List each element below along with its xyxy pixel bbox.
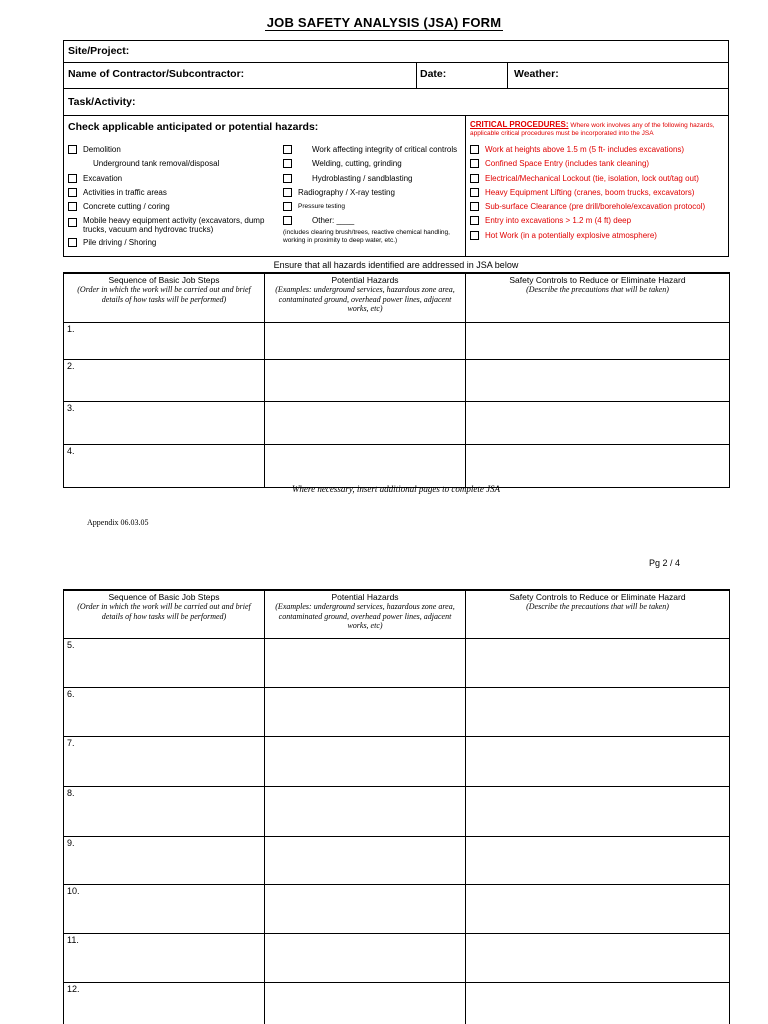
hazard-cell[interactable]: [265, 836, 466, 884]
control-cell[interactable]: [466, 687, 730, 736]
appendix-ref: Appendix 06.03.05: [87, 518, 149, 527]
control-cell[interactable]: [466, 638, 730, 687]
ensure-note: Ensure that all hazards identified are addressed in JSA below: [273, 260, 519, 270]
critical-work-at-heights[interactable]: Work at heights above 1.5 m (5 ft- includes excavations): [470, 143, 728, 157]
table-row: [64, 401, 730, 444]
critical-procedures-header: [470, 121, 725, 138]
critical-excavation-entry[interactable]: Entry into excavations > 1.2 m (4 ft) deep: [470, 214, 728, 228]
site-project-field[interactable]: [63, 40, 729, 63]
critical-procedures-title: CRITICAL PROCEDURES:: [470, 120, 569, 129]
hazard-list-col1: [68, 143, 273, 251]
step-cell[interactable]: 7.: [64, 736, 265, 786]
weather-label: Weather:: [514, 68, 559, 80]
critical-procedures-desc: Where work involves any of the following hazards, applicable critical procedures must be incorporated into the JSA: [470, 122, 715, 137]
hazard-cell[interactable]: [265, 322, 466, 359]
checkbox[interactable]: [470, 145, 479, 154]
step-cell[interactable]: 8.: [64, 786, 265, 836]
checkbox[interactable]: [470, 174, 479, 183]
hazard-demolition[interactable]: Demolition: [68, 143, 273, 157]
control-cell[interactable]: [466, 736, 730, 786]
jsa-table-page2: [63, 589, 730, 1024]
hazard-cell[interactable]: [265, 736, 466, 786]
hazard-other-note: (includes clearing brush/trees, reactive chemical handling, working in proximity to deep water, etc.): [283, 228, 450, 244]
step-cell[interactable]: 6.: [64, 687, 265, 736]
checkbox[interactable]: [470, 188, 479, 197]
table-row: [64, 687, 730, 736]
jsa-table-page1: [63, 272, 730, 488]
step-cell[interactable]: 12.: [64, 982, 265, 1024]
checkbox[interactable]: [470, 231, 479, 240]
critical-heavy-lifting[interactable]: Heavy Equipment Lifting (cranes, boom trucks, excavators): [470, 186, 728, 200]
contractor-label: Name of Contractor/Subcontractor:: [68, 68, 245, 80]
hazard-tank-removal[interactable]: Underground tank removal/disposal: [93, 159, 220, 169]
steps-header: Sequence of Basic Job Steps (Order in which the work will be carried out and brief details of how tasks will be performed): [64, 590, 265, 638]
step-cell[interactable]: 3.: [64, 401, 265, 444]
checkbox[interactable]: [470, 159, 479, 168]
control-cell[interactable]: [466, 836, 730, 884]
hazard-pile-driving[interactable]: Pile driving / Shoring: [68, 236, 273, 250]
checkbox[interactable]: [68, 238, 77, 247]
control-cell[interactable]: [466, 786, 730, 836]
hazard-critical-controls[interactable]: Work affecting integrity of critical controls: [283, 143, 463, 157]
hazard-mobile-equipment[interactable]: Mobile heavy equipment activity (excavators, dump trucks, vacuum and hydrovac trucks): [68, 216, 273, 234]
task-activity-field[interactable]: [63, 88, 729, 116]
checkbox[interactable]: [68, 188, 77, 197]
control-cell[interactable]: [466, 884, 730, 933]
table-row: [64, 736, 730, 786]
hazards-header: Potential Hazards (Examples: underground services, hazardous zone area, contaminated ground, overhead power lines, adjacent works, etc): [265, 273, 466, 322]
checkbox[interactable]: [470, 216, 479, 225]
additional-pages-note: Where necessary, insert additional pages to complete JSA: [291, 484, 501, 494]
table-row: [64, 638, 730, 687]
control-cell[interactable]: [466, 401, 730, 444]
checkbox[interactable]: [68, 218, 77, 227]
hazard-hydroblasting[interactable]: Hydroblasting / sandblasting: [283, 172, 463, 186]
critical-subsurface[interactable]: Sub-surface Clearance (pre drill/borehole/excavation protocol): [470, 200, 728, 214]
hazard-cell[interactable]: [265, 982, 466, 1024]
table-row: [64, 982, 730, 1024]
critical-hot-work[interactable]: Hot Work (in a potentially explosive atmosphere): [470, 229, 728, 243]
hazard-cell[interactable]: [265, 401, 466, 444]
date-label: Date:: [420, 68, 447, 80]
task-activity-label: Task/Activity:: [68, 96, 136, 108]
table-row: [64, 836, 730, 884]
steps-header: Sequence of Basic Job Steps (Order in which the work will be carried out and brief details of how tasks will be performed): [64, 273, 265, 322]
hazard-pressure-testing[interactable]: Pressure testing: [283, 200, 463, 214]
table-row: [64, 933, 730, 982]
hazards-label: Check applicable anticipated or potential hazards:: [68, 121, 319, 133]
control-cell[interactable]: [466, 933, 730, 982]
hazard-list-col2: [283, 143, 463, 245]
hazard-cell[interactable]: [265, 933, 466, 982]
critical-confined-space[interactable]: Confined Space Entry (includes tank cleaning): [470, 157, 728, 171]
hazard-cell[interactable]: [265, 638, 466, 687]
hazard-cell[interactable]: [265, 884, 466, 933]
form-title: JOB SAFETY ANALYSIS (JSA) FORM: [266, 15, 502, 30]
controls-header: Safety Controls to Reduce or Eliminate Hazard (Describe the precautions that will be taken): [466, 273, 730, 322]
step-cell[interactable]: 5.: [64, 638, 265, 687]
checkbox[interactable]: [283, 216, 292, 225]
hazard-concrete-cutting[interactable]: Concrete cutting / coring: [68, 200, 273, 214]
hazard-radiography[interactable]: Radiography / X-ray testing: [283, 186, 463, 200]
site-project-label: Site/Project:: [68, 45, 130, 57]
step-cell[interactable]: 11.: [64, 933, 265, 982]
step-cell[interactable]: 4.: [64, 444, 265, 487]
hazard-other[interactable]: Other: ____: [283, 214, 463, 228]
checkbox[interactable]: [283, 188, 292, 197]
hazard-excavation[interactable]: Excavation: [68, 172, 273, 186]
checkbox[interactable]: [68, 174, 77, 183]
table-row: [64, 786, 730, 836]
table-row: [64, 359, 730, 401]
hazard-welding[interactable]: Welding, cutting, grinding: [283, 157, 463, 171]
checkbox[interactable]: [283, 159, 292, 168]
hazard-cell[interactable]: [265, 444, 466, 487]
control-cell[interactable]: [466, 444, 730, 487]
table-row: [64, 322, 730, 359]
step-cell[interactable]: 2.: [64, 359, 265, 401]
hazards-header: Potential Hazards (Examples: underground services, hazardous zone area, contaminated ground, overhead power lines, adjacent works, etc): [265, 590, 466, 638]
hazard-traffic-areas[interactable]: Activities in traffic areas: [68, 186, 273, 200]
step-cell[interactable]: 10.: [64, 884, 265, 933]
hazard-cell[interactable]: [265, 786, 466, 836]
step-cell[interactable]: 9.: [64, 836, 265, 884]
critical-lockout[interactable]: Electrical/Mechanical Lockout (tie, isolation, lock out/tag out): [470, 172, 728, 186]
hazard-cell[interactable]: [265, 687, 466, 736]
critical-procedures-list: [470, 143, 728, 243]
checkbox[interactable]: [68, 202, 77, 211]
table-row: [64, 884, 730, 933]
table-row: [64, 444, 730, 487]
hazard-cell[interactable]: [265, 359, 466, 401]
control-cell[interactable]: [466, 982, 730, 1024]
checkbox[interactable]: [283, 174, 292, 183]
checkbox[interactable]: [68, 145, 77, 154]
control-cell[interactable]: [466, 359, 730, 401]
checkbox[interactable]: [470, 202, 479, 211]
checkbox[interactable]: [283, 202, 292, 211]
page-number: Pg 2 / 4: [649, 558, 681, 568]
controls-header: Safety Controls to Reduce or Eliminate Hazard (Describe the precautions that will be taken): [466, 590, 730, 638]
checkbox[interactable]: [283, 145, 292, 154]
control-cell[interactable]: [466, 322, 730, 359]
step-cell[interactable]: 1.: [64, 322, 265, 359]
